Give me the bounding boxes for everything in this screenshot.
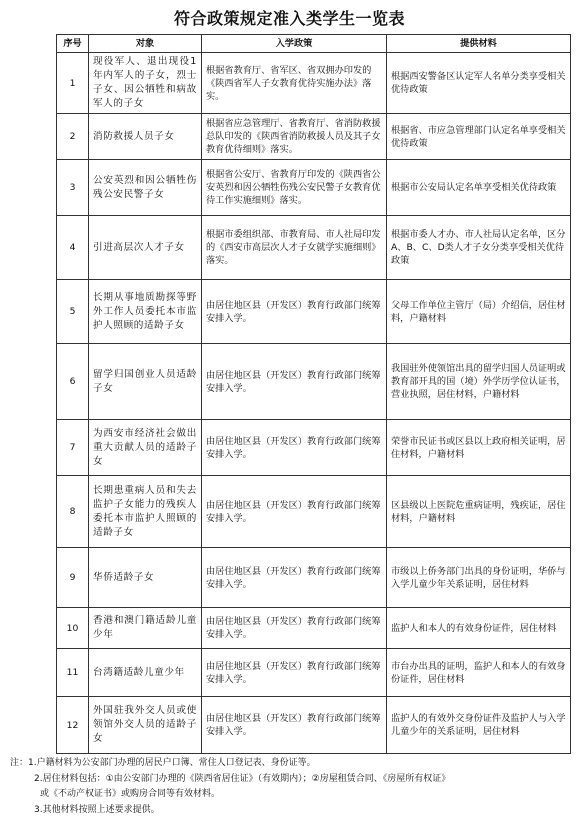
note-2: 2.居住材料包括：①由公安部门办理的《陕西省居住证》（有效期内）；②房屋租赁合同、《房屋所有权证》 (34, 773, 451, 784)
row-no: 1 (57, 53, 89, 114)
row-policy: 根据省教育厅、省军区、省双拥办印发的《陕西省军人子女教育优待实施办法》落实。 (202, 53, 387, 114)
note-2-continued: 或《不动产权证书》或购房合同等有效材料。 (40, 789, 221, 799)
note-line-1 (10, 756, 575, 772)
table-row (57, 344, 571, 420)
note-1: 1.户籍材料为公安部门办理的居民户口簿、常住人口登记表、身份证等。 (28, 758, 316, 768)
row-no: 4 (57, 216, 89, 280)
row-object: 消防救援人员子女 (89, 114, 202, 160)
row-object: 现役军人、退出现役1年内军人的子女，烈士子女、因公牺牲和病故军人的子女 (89, 53, 202, 114)
table-row (57, 476, 571, 548)
row-materials: 区县级以上医院危重病证明，残疾证，居住材料，户籍材料 (387, 476, 571, 548)
header-object: 对象 (89, 35, 202, 53)
row-no: 10 (57, 608, 89, 649)
table-row (57, 216, 571, 280)
row-policy: 根据省应急管理厅、省教育厅、省消防救援总队印发的《陕西省消防救援人员及其子女教育优待细则》落实。 (202, 114, 387, 160)
row-materials: 市台办出具的证明，监护人和本人的有效身份证件，居住材料 (387, 649, 571, 697)
table-row (57, 53, 571, 114)
notes-label: 注： (10, 758, 29, 768)
row-policy: 由居住地区县（开发区）教育行政部门统筹安排入学。 (202, 476, 387, 548)
table-header-row (57, 35, 571, 53)
notes-section (10, 756, 575, 818)
row-materials: 根据西安警备区认定军人名单分类享受相关优待政策 (387, 53, 571, 114)
page-title: 符合政策规定准入类学生一览表 (173, 9, 405, 28)
row-policy: 由居住地区县（开发区）教育行政部门统筹安排入学。 (202, 608, 387, 649)
row-policy: 由居住地区县（开发区）教育行政部门统筹安排入学。 (202, 280, 387, 344)
row-policy: 由居住地区县（开发区）教育行政部门统筹安排入学。 (202, 548, 387, 608)
row-no: 6 (57, 344, 89, 420)
row-policy: 根据市委组织部、市教育局、市人社局印发的《西安市高层次人才子女就学实施细则》落实。 (202, 216, 387, 280)
table-row (57, 420, 571, 476)
row-materials: 父母工作单位主管厅（局）介绍信，居住材料，户籍材料 (387, 280, 571, 344)
row-policy: 由居住地区县（开发区）教育行政部门统筹安排入学。 (202, 420, 387, 476)
row-no: 2 (57, 114, 89, 160)
table-row (57, 160, 571, 216)
table-row (57, 649, 571, 697)
table-row (57, 608, 571, 649)
row-materials: 根据市公安局认定名单享受相关优待政策 (387, 160, 571, 216)
table-row (57, 114, 571, 160)
row-object: 为西安市经济社会做出重大贡献人员的适龄子女 (89, 420, 202, 476)
row-materials: 荣誉市民证书或区县以上政府相关证明，居住材料，户籍材料 (387, 420, 571, 476)
table-row (57, 280, 571, 344)
row-policy: 由居住地区县（开发区）教育行政部门统筹安排入学。 (202, 697, 387, 754)
row-no: 8 (57, 476, 89, 548)
policy-table (56, 34, 571, 754)
row-object: 长期从事地质勘探等野外工作人员委托本市监护人照顾的适龄子女 (89, 280, 202, 344)
row-materials: 监护人的有效外交身份证件及监护人与入学儿童少年的关系证明，居住材料 (387, 697, 571, 754)
row-materials: 监护人和本人的有效身份证件，居住材料 (387, 608, 571, 649)
row-materials: 根据市委人才办、市人社局认定名单，区分A、B、C、D类人才子女分类享受相关优待政策 (387, 216, 571, 280)
row-no: 3 (57, 160, 89, 216)
table-row (57, 548, 571, 608)
row-object: 华侨适龄子女 (89, 548, 202, 608)
row-object: 长期患重病人员和失去监护子女能力的残疾人委托本市监护人照顾的适龄子女 (89, 476, 202, 548)
row-no: 5 (57, 280, 89, 344)
row-no: 9 (57, 548, 89, 608)
row-materials: 市级以上侨务部门出具的身份证明，华侨与入学儿童少年关系证明，居住材料 (387, 548, 571, 608)
row-no: 11 (57, 649, 89, 697)
row-policy: 由居住地区县（开发区）教育行政部门统筹安排入学。 (202, 649, 387, 697)
header-no: 序号 (57, 35, 89, 53)
row-object: 香港和澳门籍适龄儿童少年 (89, 608, 202, 649)
row-materials: 根据省、市应急管理部门认定名单享受相关优待政策 (387, 114, 571, 160)
row-object: 外国驻我外交人员或使领馆外交人员的适龄子女 (89, 697, 202, 754)
header-policy: 入学政策 (202, 35, 387, 53)
header-materials: 提供材料 (387, 35, 571, 53)
row-object: 台湾籍适龄儿童少年 (89, 649, 202, 697)
row-object: 留学归国创业人员适龄子女 (89, 344, 202, 420)
row-no: 7 (57, 420, 89, 476)
table-row (57, 697, 571, 754)
row-object: 公安英烈和因公牺牲伤残公安民警子女 (89, 160, 202, 216)
row-no: 12 (57, 697, 89, 754)
row-object: 引进高层次人才子女 (89, 216, 202, 280)
row-policy: 由居住地区县（开发区）教育行政部门统筹安排入学。 (202, 344, 387, 420)
row-policy: 根据省公安厅、省教育厅印发的《陕西省公安英烈和因公牺牲伤残公安民警子女教育优待工作实施细则》落实。 (202, 160, 387, 216)
row-materials: 我国驻外使领馆出具的留学归国人员证明或教育部开具的国（境）外学历学位认证书，营业执照，居住材料，户籍材料 (387, 344, 571, 420)
note-3: 3.其他材料按照上述要求提供。 (34, 804, 160, 815)
